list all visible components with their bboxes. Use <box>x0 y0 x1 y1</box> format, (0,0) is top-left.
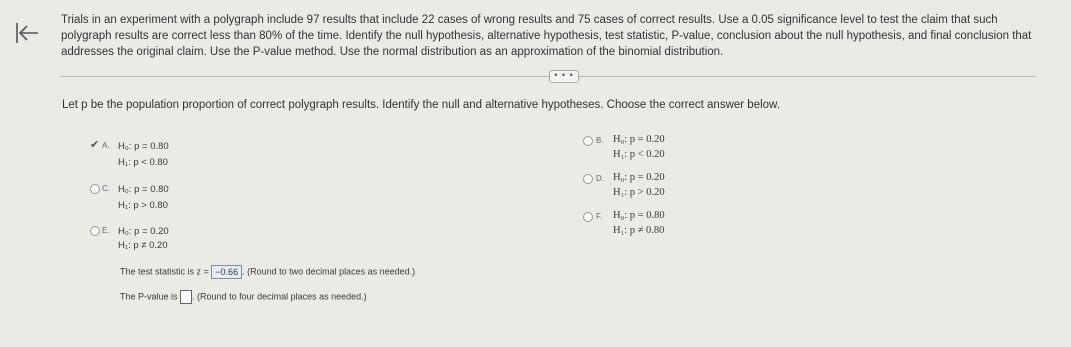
question-instruction: Let p be the population proportion of correct polygraph results. Identify the null and alternative hypotheses. Choose the correct answer below. <box>62 99 780 111</box>
problem-statement: Trials in an experiment with a polygraph include 97 results that include 22 cases of wrong results and 75 cases of correct results. Use a 0.05 significance level to test the claim that such polygraph results are correct less than 80% of the time. Identify the null hypothesis, alternative hypothesis, test statistic, P-value, conclusion about the null hypothesis, and final conclusion that addresses the original claim. Use the P-value method. Use the normal distribution as an approximation of the binomial distribution. <box>61 14 1032 58</box>
option-letter: D. <box>596 174 604 183</box>
radio-button[interactable] <box>90 226 100 236</box>
option-d[interactable] <box>583 172 723 204</box>
test-statistic-line <box>120 265 415 279</box>
alternative-hypothesis: H₁: p < 0.20 <box>613 149 665 160</box>
null-hypothesis: H₀: p = 0.80 <box>613 210 665 221</box>
radio-button[interactable] <box>583 174 593 184</box>
back-arrow-icon[interactable] <box>14 20 40 46</box>
null-hypothesis: H₀: p = 0.80 <box>118 141 169 152</box>
alternative-hypothesis: H₁: p ≠ 0.80 <box>613 225 665 236</box>
radio-button[interactable] <box>90 184 100 194</box>
test-statistic-hint: . (Round to two decimal places as needed.) <box>242 266 416 277</box>
p-value-hint: . (Round to four decimal places as needed.) <box>192 291 367 302</box>
null-hypothesis: H₀: p = 0.20 <box>613 134 665 145</box>
option-letter: F. <box>596 212 603 221</box>
p-value-label: The P-value is <box>120 291 178 302</box>
alternative-hypothesis: H₁: p ≠ 0.20 <box>118 240 168 251</box>
option-letter: A. <box>102 141 110 150</box>
option-a[interactable] <box>90 139 230 171</box>
null-hypothesis: H₀: p = 0.80 <box>118 184 169 195</box>
option-b[interactable] <box>583 134 723 166</box>
test-statistic-answer[interactable]: −0.66 <box>211 265 242 279</box>
alternative-hypothesis: H₁: p > 0.20 <box>613 187 665 198</box>
radio-button[interactable] <box>583 212 593 222</box>
option-c[interactable] <box>90 182 230 214</box>
option-e[interactable] <box>90 222 230 254</box>
check-icon: ✔ <box>90 139 100 151</box>
null-hypothesis: H₀: p = 0.20 <box>118 226 169 237</box>
expand-button[interactable]: • • • <box>549 70 579 83</box>
null-hypothesis: H₀: p = 0.20 <box>613 172 665 183</box>
divider <box>60 76 1036 77</box>
option-letter: B. <box>596 136 604 145</box>
alternative-hypothesis: H₁: p < 0.80 <box>118 157 168 168</box>
test-statistic-label: The test statistic is z = <box>120 266 209 277</box>
option-letter: C. <box>102 184 110 193</box>
p-value-input[interactable] <box>180 290 192 304</box>
alternative-hypothesis: H₁: p > 0.80 <box>118 200 168 211</box>
p-value-line <box>120 290 367 304</box>
option-f[interactable] <box>583 210 723 242</box>
option-letter: E. <box>102 226 110 235</box>
radio-button[interactable] <box>583 136 593 146</box>
